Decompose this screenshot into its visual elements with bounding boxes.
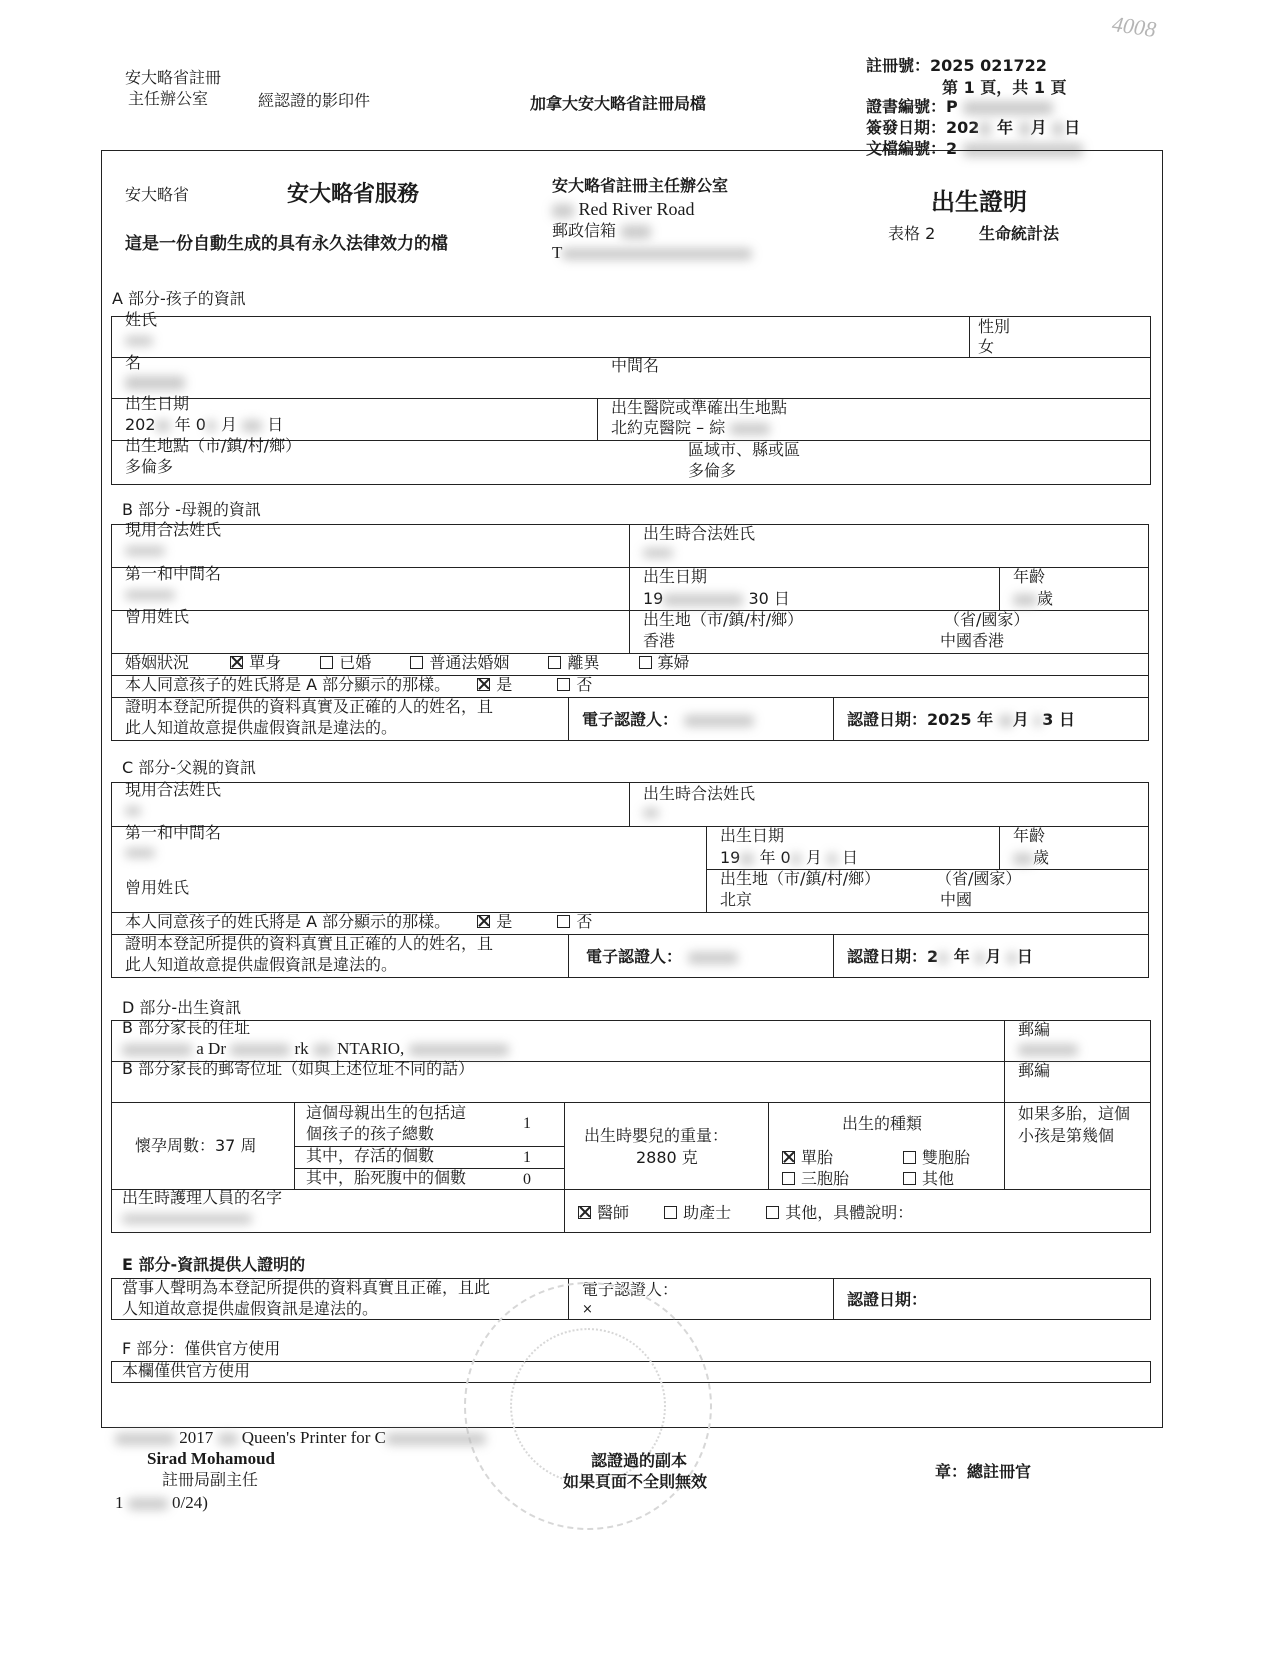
marital-status-row: 婚姻狀況 單身 已婚 普通法婚姻 離異 寡婦: [125, 653, 690, 672]
redaction: [1007, 952, 1017, 964]
form-number: 表格 2: [888, 224, 936, 243]
file-number: 文檔編號：2: [866, 139, 1083, 158]
redaction: [125, 590, 175, 600]
redaction: [1019, 122, 1031, 136]
informant-cert-date: 認證日期：: [847, 1290, 928, 1309]
child-given-name-label: 名: [125, 353, 142, 372]
child-surname-label: 姓氏: [125, 310, 158, 329]
redaction: [552, 204, 574, 218]
checkbox[interactable]: [903, 1151, 916, 1164]
children-total-label-line1: 這個母親出生的包括這: [306, 1103, 467, 1122]
multiple-order-label-line2: 小孩是第幾個: [1018, 1126, 1115, 1145]
birth-region-label: 區域市、縣或區: [688, 440, 801, 459]
child-middle-name-label: 中間名: [611, 356, 660, 375]
registrar-general-seal-label: 章：總註冊官: [935, 1462, 1032, 1481]
redaction: [688, 952, 738, 964]
postal-code-label: 郵編: [1018, 1020, 1051, 1039]
auto-generated-note: 這是一份自動生成的具有永久法律效力的檔: [125, 234, 448, 254]
birth-hospital-label: 出生醫院或準確出生地點: [611, 398, 788, 417]
redaction: [643, 548, 673, 558]
mother-province-label: （省/國家）: [944, 610, 1030, 629]
section-f-title: F 部分：僅供官方使用: [122, 1339, 281, 1358]
checkbox[interactable]: [548, 656, 561, 669]
checkbox-checked[interactable]: [477, 915, 490, 928]
checkbox[interactable]: [782, 1172, 795, 1185]
checkbox[interactable]: [664, 1206, 677, 1219]
postal-code-label-2: 郵編: [1018, 1061, 1051, 1080]
parent-address-label: B 部分家長的住址: [122, 1018, 251, 1037]
mother-previous-surname-label: 曾用姓氏: [125, 607, 190, 626]
mother-e-certifier: 電子認證人：: [582, 710, 754, 729]
copyright-line: 2017 Queen's Printer for C: [115, 1428, 486, 1448]
registry-doc-title: 加拿大安大略省註冊局檔: [530, 94, 707, 113]
checkbox-checked[interactable]: [230, 656, 243, 669]
father-province-value: 中國: [940, 890, 973, 909]
section-b-title: B 部分 -母親的資訊: [122, 500, 261, 519]
redaction: [562, 248, 752, 260]
father-birth-place-value: 北京: [720, 890, 753, 909]
redaction: [827, 853, 837, 865]
father-consent-row: 本人同意孩子的姓氏將是 A 部分顯示的那樣。 是 否: [125, 912, 593, 931]
mother-birth-place-value: 香港: [643, 631, 676, 650]
father-e-certifier: 電子認證人：: [586, 947, 738, 966]
checkbox-checked[interactable]: [782, 1151, 795, 1164]
redaction: [975, 952, 985, 964]
redaction: [730, 423, 770, 435]
redaction: [643, 808, 659, 818]
redaction: [125, 376, 185, 390]
po-box: 郵政信箱: [552, 221, 651, 240]
attendant-type-row: 醫師 助產士 其他，具體說明：: [578, 1203, 913, 1222]
office-address: Red River Road: [552, 199, 694, 221]
province-label: 安大略省: [125, 185, 190, 204]
living-children-label: 其中，存活的個數: [306, 1146, 435, 1165]
office-label-line2: 主任辦公室: [128, 89, 209, 108]
mother-cert-date: 認證日期：2025 年 月 3 日: [847, 710, 1075, 729]
corner-handwritten-mark: 4008: [1110, 11, 1158, 42]
redaction: [206, 420, 216, 432]
birth-weight-label: 出生時嬰兒的重量：: [584, 1126, 729, 1145]
redaction: [999, 715, 1013, 727]
redaction: [386, 1433, 486, 1445]
mother-birth-place-label: 出生地（市/鎮/村/鄉）: [643, 610, 804, 629]
birth-type-label: 出生的種類: [842, 1114, 923, 1133]
birth-weight-value: 2880 克: [636, 1148, 698, 1167]
redaction: [125, 546, 165, 556]
father-birth-surname-label: 出生時合法姓氏: [643, 784, 756, 803]
redaction: [1034, 715, 1042, 727]
mother-birth-surname-label: 出生時合法姓氏: [643, 524, 756, 543]
checkbox[interactable]: [766, 1206, 779, 1219]
checkbox[interactable]: [557, 915, 570, 928]
redaction: [938, 952, 948, 964]
redaction: [115, 1433, 175, 1445]
redaction: [125, 848, 155, 858]
mother-declaration-line2: 此人知道故意提供虛假資訊是違法的。: [125, 718, 398, 737]
section-e-title: E 部分-資訊提供人證明的: [122, 1255, 306, 1274]
children-total-label-line2: 個孩子的孩子總數: [306, 1124, 435, 1143]
redaction: [1013, 853, 1033, 865]
registrar-office: 安大略省註冊主任辦公室: [552, 176, 729, 195]
office-city: T: [552, 243, 752, 263]
document-title: 出生證明: [931, 188, 1027, 216]
stillborn-value: 0: [523, 1171, 531, 1188]
mother-age-value: 歲: [1013, 589, 1053, 608]
certified-copy-note: 認證過的副本: [591, 1451, 688, 1470]
redaction: [1013, 594, 1037, 606]
redaction: [125, 336, 153, 346]
redaction: [1018, 1044, 1078, 1056]
checkbox-checked[interactable]: [477, 678, 490, 691]
registration-number: 註冊號：2025 021722: [866, 56, 1047, 75]
service-ontario-label: 安大略省服務: [287, 182, 420, 207]
father-province-label: （省/國家）: [936, 869, 1022, 888]
multiple-order-label-line1: 如果多胎，這個: [1018, 1104, 1131, 1123]
informant-declaration-line2: 人知道故意提供虛假資訊是違法的。: [122, 1299, 379, 1318]
father-given-name-label: 第一和中間名: [125, 823, 222, 842]
gestation-weeks: 懷孕周數：37 周: [135, 1136, 257, 1155]
father-declaration-line2: 此人知道故意提供虛假資訊是違法的。: [125, 955, 398, 974]
father-dob-label: 出生日期: [720, 826, 785, 845]
official-use-note: 本欄僅供官方使用: [122, 1361, 251, 1380]
informant-e-certifier: 電子認證人：: [582, 1280, 679, 1299]
redaction: [122, 1044, 192, 1056]
form-code: 1 0/24): [115, 1493, 208, 1512]
redaction: [663, 594, 743, 606]
father-cert-date: 認證日期：2 年 月 日: [847, 947, 1033, 966]
father-declaration-line1: 證明本登記所提供的資料真實且正確的人的姓名，且: [125, 934, 494, 953]
checkbox[interactable]: [320, 656, 333, 669]
invalid-if-incomplete-note: 如果頁面不全則無效: [563, 1472, 708, 1491]
certificate-number: 證書編號：P: [866, 97, 1053, 116]
mother-declaration-line1: 證明本登記所提供的資料真實及正確的人的姓名，且: [125, 697, 494, 716]
redaction: [740, 853, 754, 865]
child-sex-value: 女: [978, 337, 995, 356]
redaction: [128, 1498, 168, 1510]
birth-region-value: 多倫多: [688, 461, 737, 480]
mother-consent-row: 本人同意孩子的姓氏將是 A 部分顯示的那樣。 是 否: [125, 675, 593, 694]
father-previous-surname-label: 曾用姓氏: [125, 878, 190, 897]
page-indicator: 第 1 頁，共 1 頁: [942, 78, 1067, 97]
father-current-surname-label: 現用合法姓氏: [125, 780, 222, 799]
parent-address-value: a Dr rk NTARIO,: [122, 1039, 509, 1059]
birth-type-single: 單胎: [782, 1148, 833, 1167]
redaction: [791, 853, 801, 865]
birth-place-label: 出生地點（市/鎮/村/鄉）: [125, 436, 302, 455]
mother-dob-label: 出生日期: [643, 567, 708, 586]
redaction: [218, 1433, 238, 1445]
father-dob-value: 19 年 0 月 日: [720, 848, 859, 867]
redaction: [409, 1044, 509, 1056]
office-label-line1: 安大略省註冊: [125, 68, 222, 87]
child-dob-label: 出生日期: [125, 394, 190, 413]
mother-age-label: 年齡: [1013, 567, 1046, 586]
mother-current-surname-label: 現用合法姓氏: [125, 520, 222, 539]
attendant-name-label: 出生時護理人員的名字: [122, 1188, 283, 1207]
checkbox[interactable]: [557, 678, 570, 691]
redaction: [313, 1044, 333, 1056]
mailing-address-label: B 部分家長的郵寄位址（如與上述位址不同的話）: [122, 1059, 475, 1078]
redaction: [684, 715, 754, 727]
redaction: [1052, 122, 1064, 136]
redaction: [242, 420, 262, 432]
child-sex-label: 性別: [978, 317, 1011, 336]
mother-province-value: 中國香港: [940, 631, 1005, 650]
mother-dob-value: 19 30 日: [643, 589, 790, 608]
checkbox[interactable]: [639, 656, 652, 669]
redaction: [621, 225, 651, 239]
stillborn-label: 其中，胎死腹中的個數: [306, 1168, 467, 1187]
living-children-value: 1: [523, 1149, 531, 1166]
checkbox[interactable]: [903, 1172, 916, 1185]
informant-declaration-line1: 當事人聲明為本登記所提供的資料真實且正確，且此: [122, 1278, 491, 1297]
section-d-title: D 部分-出生資訊: [122, 998, 242, 1017]
children-total-value: 1: [523, 1115, 531, 1132]
father-age-label: 年齡: [1013, 826, 1046, 845]
informant-cert-mark: ×: [582, 1302, 593, 1317]
birth-hospital-value: 北約克醫院 – 綜: [611, 418, 770, 437]
birth-type-twins: 雙胞胎: [903, 1148, 970, 1167]
checkbox[interactable]: [410, 656, 423, 669]
birth-place-value: 多倫多: [125, 457, 174, 476]
birth-type-triplets: 三胞胎: [782, 1169, 849, 1188]
redaction: [125, 806, 141, 816]
certified-copy-label: 經認證的影印件: [258, 91, 371, 110]
redaction: [230, 1044, 290, 1056]
mother-given-name-label: 第一和中間名: [125, 564, 222, 583]
child-dob-value: 202 年 0 月 日: [125, 415, 284, 434]
checkbox-checked[interactable]: [578, 1206, 591, 1219]
redaction: [156, 420, 170, 432]
redaction: [963, 101, 1053, 115]
birth-type-other: 其他: [903, 1169, 954, 1188]
signer-name: Sirad Mohamoud: [147, 1449, 275, 1468]
father-age-value: 歲: [1013, 848, 1049, 867]
redaction: [979, 122, 991, 136]
signer-title: 註冊局副主任: [162, 1470, 259, 1489]
section-a-title: A 部分-孩子的資訊: [112, 289, 246, 308]
redaction: [122, 1214, 252, 1224]
section-c-title: C 部分-父親的資訊: [122, 758, 257, 777]
father-birth-place-label: 出生地（市/鎮/村/鄉）: [720, 869, 881, 888]
issue-date: 簽發日期：202 年 月 日: [866, 118, 1081, 137]
vital-statistics-act: 生命統計法: [979, 224, 1060, 243]
